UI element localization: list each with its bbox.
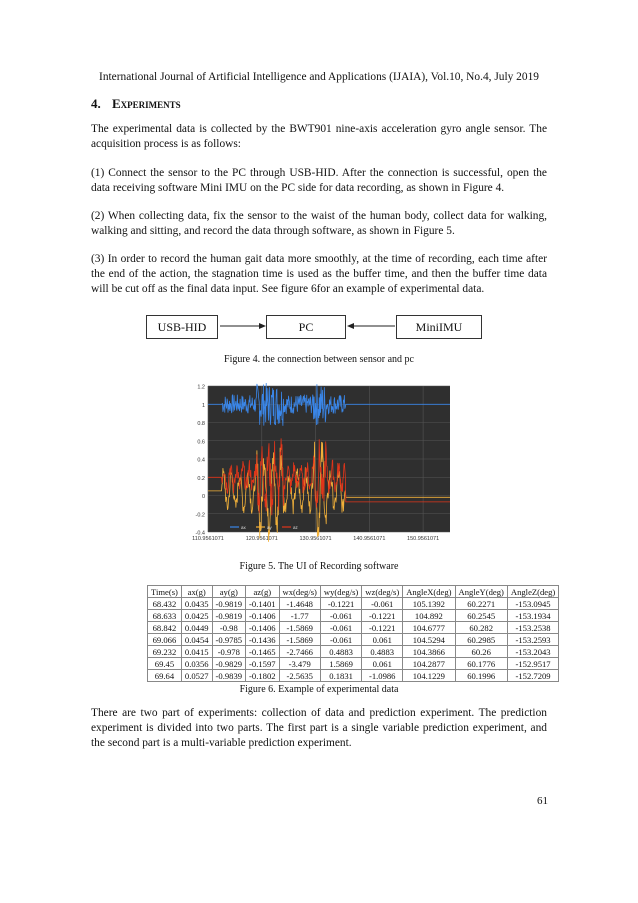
table-header-cell: ay(g) [212,586,246,598]
table-cell: 60.26 [455,646,507,658]
x-tick-label: 120.9561071 [245,536,278,542]
table-cell: -152.7209 [507,670,558,682]
paragraph-step2: (2) When collecting data, fix the sensor to the waist of the human body, collect data for walking, walking and sitting, and record the data through software, as shown in Figure 5. [91,210,547,237]
figure4-caption: Figure 4. the connection between sensor and pc [224,354,414,365]
table-cell: 104.2877 [403,658,455,670]
table-row [148,658,559,670]
paragraph-experiments: There are two part of experiments: collection of data and prediction experiment. The prediction experiment is divided into two parts. The first part is a single variable prediction experiment, and the second part is a multi-variable prediction experiment. [91,707,547,749]
table-cell: 0.0454 [181,634,212,646]
legend-label: ax [241,525,246,530]
table-cell: 0.0435 [181,598,212,610]
table-row [148,598,559,610]
legend-label: ay [267,525,272,530]
y-tick-label: 1 [201,402,205,409]
table-cell: -0.1221 [362,610,403,622]
table-row [148,646,559,658]
table-cell: -0.061 [320,634,361,646]
table-cell: 60.1996 [455,670,507,682]
table-cell: -0.1802 [246,670,280,682]
table-cell: -0.9785 [212,634,246,646]
table-cell: -1.77 [279,610,320,622]
table-cell: -153.2538 [507,622,558,634]
table-cell: 0.061 [362,658,403,670]
table-cell: -153.1934 [507,610,558,622]
table-cell: -1.5869 [279,622,320,634]
y-tick-label: 0.2 [197,475,205,482]
table-cell: -153.2593 [507,634,558,646]
table-header-cell: AngleX(deg) [403,586,455,598]
section-heading [91,96,181,112]
table-cell: 69.45 [148,658,182,670]
table-cell: -3.479 [279,658,320,670]
figure5-caption: Figure 5. The UI of Recording software [239,561,399,572]
x-tick-label: 130.9561071 [299,536,332,542]
table-cell: 0.0415 [181,646,212,658]
table-cell: -0.9829 [212,658,246,670]
table-cell: 60.2985 [455,634,507,646]
table-header-cell: wx(deg/s) [279,586,320,598]
journal-header: International Journal of Artificial Intelligence and Applications (IJAIA), Vol.10, No.4, July 2019 [99,71,539,83]
x-tick-label: 150.9561071 [407,536,440,542]
table-cell: -0.061 [362,598,403,610]
table-cell: -0.061 [320,622,361,634]
table-cell: 105.1392 [403,598,455,610]
legend-label: az [293,525,298,530]
table-cell: -1.5869 [279,634,320,646]
table-cell: 68.842 [148,622,182,634]
table-cell: 104.892 [403,610,455,622]
table-row [148,634,559,646]
table-row [148,610,559,622]
table-cell: -1.4648 [279,598,320,610]
table-cell: 0.0356 [181,658,212,670]
sensor-chart [190,383,452,543]
table-cell: 60.2271 [455,598,507,610]
pc-box: PC [266,315,346,339]
table-cell: 0.1831 [320,670,361,682]
miniimu-box: MiniIMU [396,315,482,339]
y-tick-label: 0.4 [197,457,205,464]
table-cell: 104.6777 [403,622,455,634]
table-header-cell: Time(s) [148,586,182,598]
table-cell: 0.061 [362,634,403,646]
table-cell: -2.7466 [279,646,320,658]
section-title-text: Experiments [112,96,181,111]
experimental-data-table [147,585,559,682]
table-header-cell: ax(g) [181,586,212,598]
table-cell: 0.4883 [362,646,403,658]
table-cell: -0.1406 [246,610,280,622]
x-tick-label: 140.9561071 [353,536,386,542]
table-cell: 69.64 [148,670,182,682]
table-cell: -0.1221 [320,598,361,610]
table-cell: -1.0986 [362,670,403,682]
table-cell: -153.0945 [507,598,558,610]
table-cell: -0.1597 [246,658,280,670]
table-cell: 1.5869 [320,658,361,670]
y-tick-label: 1.2 [197,384,205,391]
table-cell: -0.9819 [212,610,246,622]
table-cell: -0.978 [212,646,246,658]
y-tick-label: -0.2 [195,512,205,519]
page-number: 61 [537,795,548,807]
y-tick-label: -0.4 [195,530,205,537]
table-cell: -0.061 [320,610,361,622]
table-cell: -0.1221 [362,622,403,634]
figure6-caption: Figure 6. Example of experimental data [239,684,399,695]
table-cell: -0.1401 [246,598,280,610]
table-cell: -152.9517 [507,658,558,670]
table-header-row [148,586,559,598]
table-cell: -153.2043 [507,646,558,658]
table-cell: 0.0425 [181,610,212,622]
table-body [148,598,559,682]
table-cell: 60.1776 [455,658,507,670]
table-cell: 104.1229 [403,670,455,682]
paragraph-step1: (1) Connect the sensor to the PC through USB-HID. After the connection is successful, open the data receiving software Mini IMU on the PC side for data recording, as shown in Figure 4. [91,167,547,194]
table-header-cell: wy(deg/s) [320,586,361,598]
table-cell: 104.5294 [403,634,455,646]
table-cell: -0.9839 [212,670,246,682]
table-cell: 68.432 [148,598,182,610]
table-header-cell: wz(deg/s) [362,586,403,598]
y-tick-label: 0 [201,494,205,500]
table-cell: 60.282 [455,622,507,634]
table-cell: 68.633 [148,610,182,622]
table-cell: -0.1436 [246,634,280,646]
table-header-cell: AngleY(deg) [455,586,507,598]
table-row [148,622,559,634]
table-cell: 69.232 [148,646,182,658]
paragraph-intro: The experimental data is collected by the BWT901 nine-axis acceleration gyro angle sensor. The acquisition process is as follows: [91,123,547,150]
y-tick-label: 0.8 [197,421,205,427]
y-tick-label: 0.6 [197,439,205,446]
table-cell: 0.0527 [181,670,212,682]
table-cell: 0.0449 [181,622,212,634]
table-cell: -0.1406 [246,622,280,634]
section-number: 4. [91,96,101,111]
usb-hid-box: USB-HID [146,315,218,339]
table-cell: -2.5635 [279,670,320,682]
table-cell: 104.3866 [403,646,455,658]
table-cell: 60.2545 [455,610,507,622]
table-cell: -0.9819 [212,598,246,610]
table-cell: 69.066 [148,634,182,646]
table-cell: -0.98 [212,622,246,634]
table-header-cell: az(g) [246,586,280,598]
table-cell: 0.4883 [320,646,361,658]
table-row [148,670,559,682]
paragraph-step3: (3) In order to record the human gait data more smoothly, at the time of recording, each time after the end of the action, the stagnation time is used as the buffer time, and then the buffer time data will be cut off as the final data input. See figure 6for an example of experimental data. [91,253,547,295]
connection-arrows [218,318,398,338]
table-cell: -0.1465 [246,646,280,658]
x-tick-label: 110.9561071 [192,536,224,542]
table-header-cell: AngleZ(deg) [507,586,558,598]
